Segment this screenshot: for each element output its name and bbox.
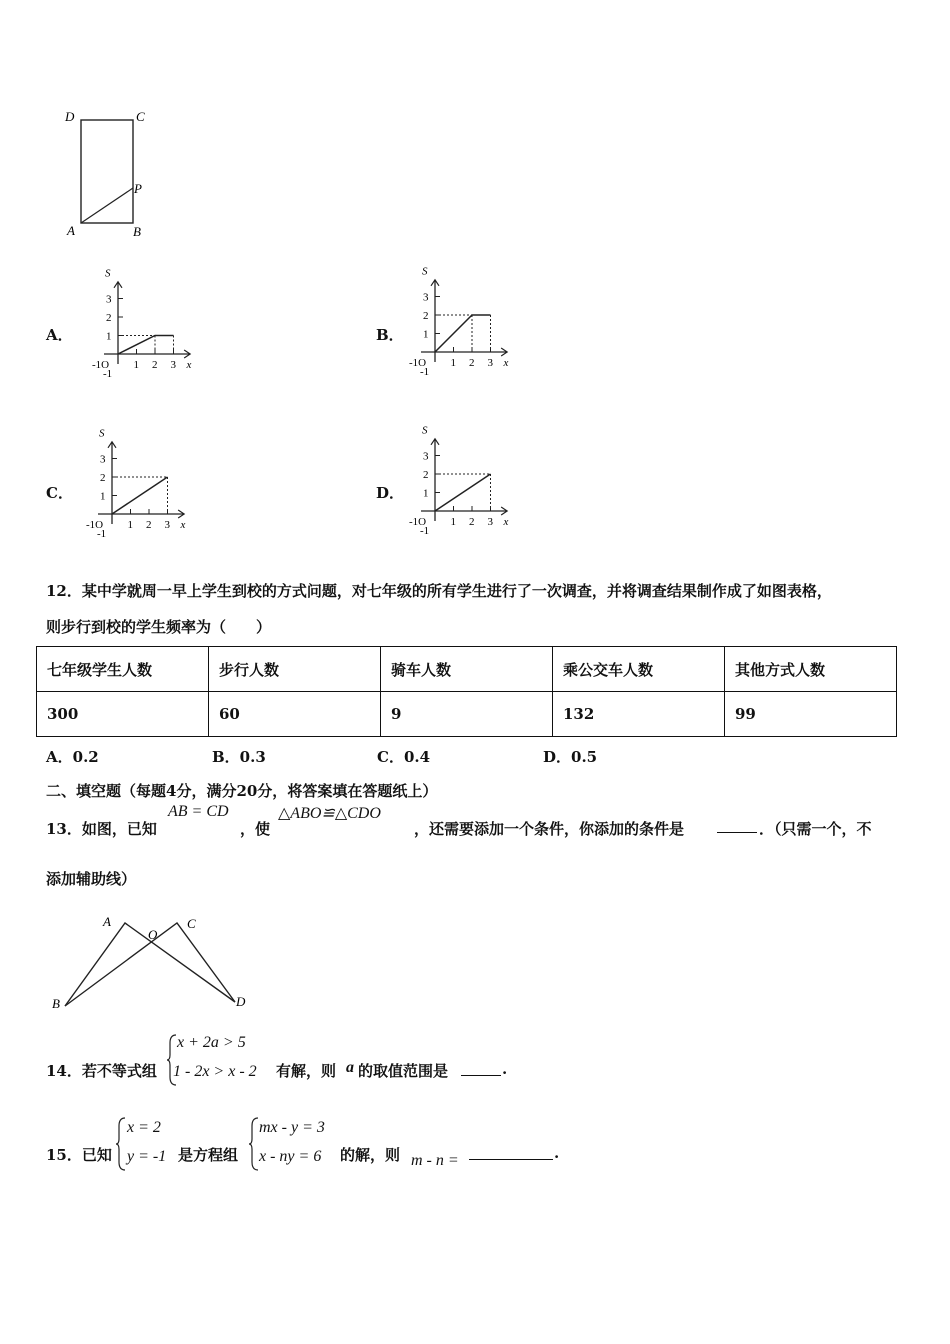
value-cell: 300 [37, 692, 209, 737]
axis-s-label: S [422, 265, 428, 278]
q15-solution-x: x = 2 [127, 1119, 161, 1136]
header-cell: 其他方式人数 [725, 647, 897, 692]
origin-label: -1O [92, 359, 110, 371]
q15-answer-blank[interactable] [469, 1159, 553, 1160]
table-row [37, 692, 897, 737]
q13-figure [45, 906, 260, 1016]
x-tick-label: 2 [469, 357, 475, 369]
option-a-label: A． [46, 326, 73, 344]
q13-answer-blank[interactable] [717, 832, 757, 833]
option-b-label: B． [376, 326, 404, 344]
axis-x-label: x [186, 359, 192, 371]
q15-equation-2: x - ny = 6 [259, 1148, 322, 1165]
q15-brace-1 [115, 1116, 127, 1172]
below-origin-label: -1 [420, 525, 430, 537]
q12-text-line1: 12．某中学就周一早上学生到校的方式问题，对七年级的所有学生进行了一次调查，并将调查结果制作成了如图表格， [46, 582, 832, 600]
q13-congruence: △ABO≌△CDO [278, 805, 381, 822]
y-tick-label: 2 [423, 310, 429, 322]
rectangle-abcd-figure [55, 100, 165, 245]
value-cell: 99 [725, 692, 897, 737]
x-tick-label: 2 [146, 519, 152, 531]
table-header-row [37, 647, 897, 692]
q13-suffix: ，还需要添加一个条件，你添加的条件是 [414, 820, 685, 838]
x-tick-label: 3 [487, 357, 493, 369]
origin-label: -1O [409, 516, 427, 528]
y-tick-label: 2 [106, 312, 112, 324]
x-tick-label: 1 [127, 519, 133, 531]
label-a: A [103, 914, 111, 929]
s-x-graph-line [118, 336, 174, 355]
x-tick-label: 3 [170, 359, 176, 371]
q12-choice-d: D．0.5 [543, 748, 598, 766]
below-origin-label: -1 [420, 366, 430, 378]
header-cell: 步行人数 [209, 647, 381, 692]
s-x-graph-line [112, 477, 168, 514]
survey-table [36, 646, 897, 737]
option-d-graph [405, 423, 520, 538]
value-cell: 132 [553, 692, 725, 737]
below-origin-label: -1 [103, 368, 113, 380]
option-c-graph [82, 426, 197, 541]
q15-expression: m - n = [411, 1152, 459, 1169]
label-c: C [136, 109, 145, 124]
option-d-label: D． [376, 484, 405, 502]
origin-label: -1O [409, 357, 427, 369]
below-origin-label: -1 [97, 528, 107, 540]
x-tick-label: 1 [133, 359, 139, 371]
q14-inequality-1: x + 2a > 5 [177, 1034, 246, 1051]
q13-condition-ab-cd: AB = CD [168, 803, 229, 820]
rectangle-abcd [81, 120, 133, 223]
y-tick-label: 2 [423, 469, 429, 481]
x-tick-label: 3 [164, 519, 170, 531]
q12-choice-c: C．0.4 [377, 748, 431, 766]
header-cell: 七年级学生人数 [37, 647, 209, 692]
x-tick-label: 1 [450, 357, 456, 369]
q12-choice-a: A．0.2 [46, 748, 99, 766]
q13-line2: 添加辅助线） [46, 870, 137, 888]
q14-var-a: a [346, 1059, 354, 1076]
q15-end: . [554, 1144, 560, 1162]
q14-inequality-2: 1 - 2x > x - 2 [173, 1063, 257, 1080]
q14-mid: 有解，则 [276, 1062, 337, 1080]
y-tick-label: 1 [423, 487, 429, 500]
x-tick-label: 1 [450, 516, 456, 528]
axis-x-label: x [503, 357, 509, 369]
header-cell: 骑车人数 [381, 647, 553, 692]
q14-suffix: 的取值范围是 [358, 1062, 449, 1080]
option-a-graph [88, 266, 203, 381]
y-tick-label: 1 [423, 328, 429, 341]
option-b-graph [405, 264, 520, 379]
label-o: O [148, 927, 158, 942]
x-tick-label: 2 [469, 516, 475, 528]
origin-label: -1O [86, 519, 104, 531]
q14-end: . [502, 1060, 508, 1078]
label-c: C [187, 916, 196, 931]
axis-s-label: S [99, 427, 105, 440]
q15-solution-y: y = -1 [127, 1148, 167, 1165]
axis-x-label: x [180, 519, 186, 531]
y-tick-label: 3 [423, 291, 429, 304]
q14-prefix: 14．若不等式组 [46, 1062, 157, 1080]
y-tick-label: 1 [100, 490, 106, 503]
q13-end: ．（只需一个，不 [759, 820, 872, 838]
label-d: D [65, 109, 75, 124]
axis-s-label: S [422, 424, 428, 437]
axis-x-label: x [503, 516, 509, 528]
q15-mid: 是方程组 [178, 1146, 239, 1164]
q15-suffix: 的解，则 [340, 1146, 401, 1164]
x-tick-label: 2 [152, 359, 158, 371]
value-cell: 9 [381, 692, 553, 737]
q13-mid: ，使 [240, 820, 271, 838]
x-tick-label: 3 [487, 516, 493, 528]
s-x-graph-line [435, 474, 491, 511]
label-b: B [52, 996, 60, 1011]
label-b: B [133, 224, 141, 239]
label-p: P [134, 181, 142, 196]
option-c-label: C． [46, 484, 73, 502]
label-d: D [236, 994, 246, 1009]
label-a: A [67, 223, 75, 238]
q13-prefix: 13．如图，已知 [46, 820, 157, 838]
y-tick-label: 2 [100, 472, 106, 484]
segment-ap [81, 188, 133, 223]
axis-s-label: S [105, 267, 111, 280]
header-cell: 乘公交车人数 [553, 647, 725, 692]
q12-text-line2: 则步行到校的学生频率为（ ） [46, 618, 272, 636]
y-tick-label: 3 [423, 450, 429, 463]
q14-answer-blank[interactable] [461, 1075, 501, 1076]
y-tick-label: 1 [106, 330, 112, 343]
s-x-graph-line [435, 315, 491, 352]
q15-equation-1: mx - y = 3 [259, 1119, 325, 1136]
y-tick-label: 3 [106, 293, 112, 306]
q15-prefix: 15．已知 [46, 1146, 112, 1164]
value-cell: 60 [209, 692, 381, 737]
y-tick-label: 3 [100, 453, 106, 466]
q12-choice-b: B．0.3 [212, 748, 266, 766]
section-2-heading: 二、填空题（每题4分，满分20分，将答案填在答题纸上） [46, 782, 438, 800]
